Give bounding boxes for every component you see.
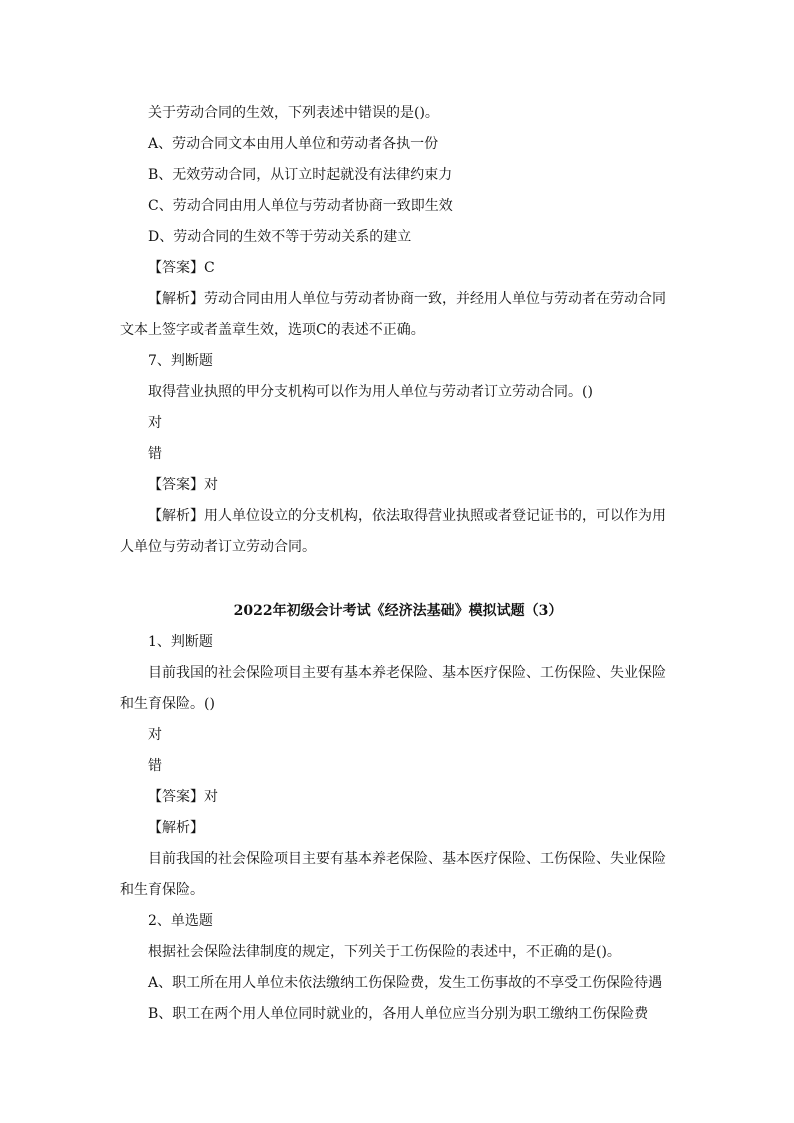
option-false: 错	[148, 446, 162, 462]
question-type: 7、判断题	[148, 353, 213, 369]
answer: 【答案】对	[148, 789, 218, 805]
option-false: 错	[148, 758, 162, 774]
question-type: 2、单选题	[148, 913, 213, 929]
option-a: A、劳动合同文本由用人单位和劳动者各执一份	[148, 136, 439, 152]
question-stem: 根据社会保险法律制度的规定，下列关于工伤保险的表述中，不正确的是()。	[148, 944, 621, 960]
option-a: A、职工所在用人单位未依法缴纳工伤保险费，发生工伤事故的不享受工伤保险待遇	[148, 975, 663, 991]
question-type: 1、判断题	[148, 634, 213, 650]
option-c: C、劳动合同由用人单位与劳动者协商一致即生效	[148, 198, 453, 214]
option-true: 对	[148, 415, 162, 431]
section-title: 2022年初级会计考试《经济法基础》模拟试题（3）	[233, 603, 563, 619]
explanation: 【解析】用人单位设立的分支机构，依法取得营业执照或者登记证书的，可以作为用人单位与劳动者订立劳动合同。	[120, 508, 666, 555]
option-b: B、无效劳动合同，从订立时起就没有法律约束力	[148, 167, 453, 183]
answer: 【答案】C	[148, 260, 215, 276]
question-stem: 取得营业执照的甲分支机构可以作为用人单位与劳动者订立劳动合同。()	[148, 384, 593, 400]
option-b: B、职工在两个用人单位同时就业的，各用人单位应当分别为职工缴纳工伤保险费	[148, 1006, 649, 1022]
explanation: 【解析】劳动合同由用人单位与劳动者协商一致，并经用人单位与劳动者在劳动合同文本上签字或者盖章生效，选项C的表述不正确。	[120, 291, 666, 338]
question-stem: 目前我国的社会保险项目主要有基本养老保险、基本医疗保险、工伤保险、失业保险和生育保险。()	[120, 665, 666, 712]
explanation: 目前我国的社会保险项目主要有基本养老保险、基本医疗保险、工伤保险、失业保险和生育保险。	[120, 851, 666, 898]
option-true: 对	[148, 727, 162, 743]
question-stem: 关于劳动合同的生效，下列表述中错误的是()。	[148, 105, 439, 121]
option-d: D、劳动合同的生效不等于劳动关系的建立	[148, 229, 412, 245]
explanation-heading: 【解析】	[148, 820, 204, 836]
answer: 【答案】对	[148, 477, 218, 493]
